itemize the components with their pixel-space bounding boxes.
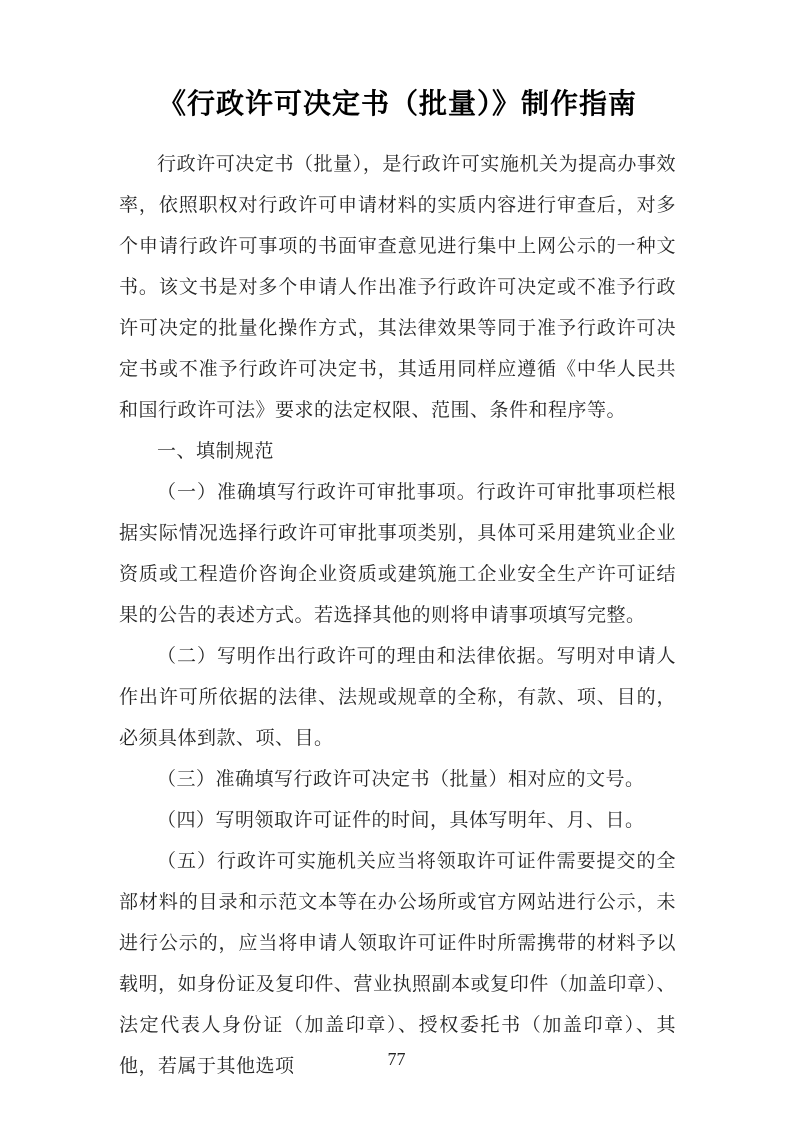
paragraph-section-heading: 一、填制规范 [157,441,275,463]
document-body [119,144,676,1087]
page-number: 77 [387,1049,406,1069]
paragraph-item-2: （二）写明作出行政许可的理由和法律依据。写明对申请人作出许可所依据的法律、法规或规章的全称，有款、项、目的，必须具体到款、项、目。 [119,646,676,750]
paragraph-item-5: （五）行政许可实施机关应当将领取许可证件需要提交的全部材料的目录和示范文本等在办公场所或官方网站进行公示，未进行公示的，应当将申请人领取许可证件时所需携带的材料予以载明，如身份证及复印件、营业执照副本或复印件（加盖印章）、法定代表人身份证（加盖印章）、授权委托书（加盖印章）、其他，若属于其他选项 [119,851,676,1078]
page-title: 《行政许可决定书（批量）》制作指南 [157,88,637,119]
paragraph-intro: 行政许可决定书（批量），是行政许可实施机关为提高办事效率，依照职权对行政许可申请材料的实质内容进行审查后，对多个申请行政许可事项的书面审查意见进行集中上网公示的一种文书。该文书是对多个申请人作出准予行政许可决定或不准予行政许可决定的批量化操作方式，其法律效果等同于准予行政许可决定书或不准予行政许可决定书，其适用同样应遵循《中华人民共和国行政许可法》要求的法定权限、范围、条件和程序等。 [119,154,676,422]
paragraph-item-3: （三）准确填写行政许可决定书（批量）相对应的文号。 [157,769,645,791]
paragraph-item-4: （四）写明领取许可证件的时间，具体写明年、月、日。 [157,810,645,832]
paragraph-item-1: （一）准确填写行政许可审批事项。行政许可审批事项栏根据实际情况选择行政许可审批事项类别，具体可采用建筑业企业资质或工程造价咨询企业资质或建筑施工企业安全生产许可证结果的公告的表述方式。若选择其他的则将申请事项填写完整。 [119,482,676,627]
